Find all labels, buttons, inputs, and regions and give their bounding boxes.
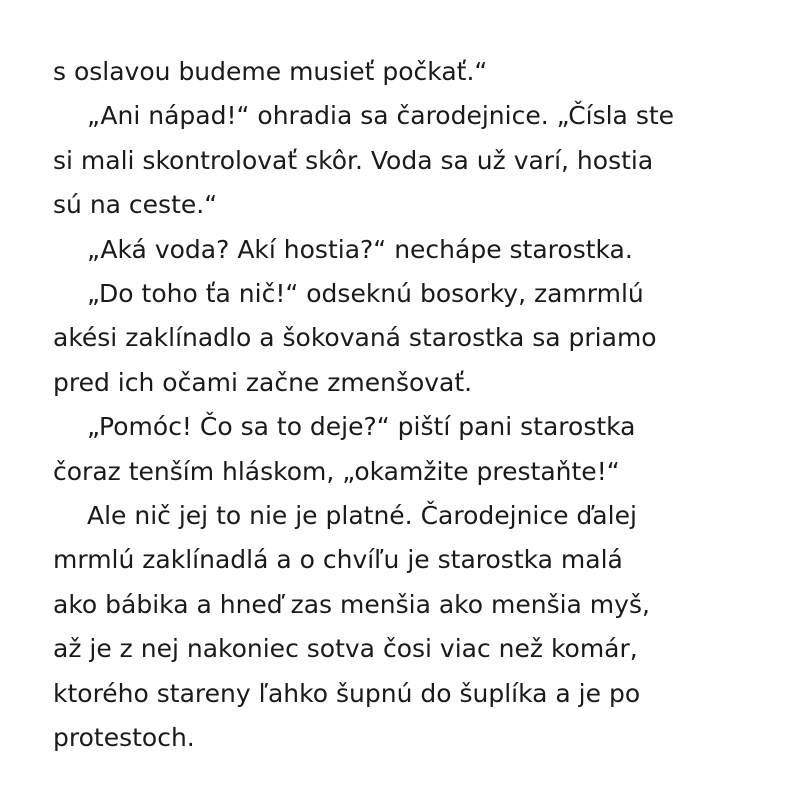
text-line: Ale nič jej to nie je platné. Čarodejnice ďalej xyxy=(87,501,637,531)
text-line: „Pomóc! Čo sa to deje?“ piští pani starostka xyxy=(87,412,636,442)
text-line: až je z nej nakoniec sotva čosi viac než komár, xyxy=(53,634,638,664)
text-line: s oslavou budeme musieť počkať.“ xyxy=(53,57,488,86)
text-line: ako bábika a hneď zas menšia ako menšia myš, xyxy=(53,589,650,619)
text-line: „Do toho ťa nič!“ odseknú bosorky, zamrmlú xyxy=(87,279,644,309)
text-line: čoraz tenším hláskom, „okamžite prestaňte!“ xyxy=(53,456,620,486)
text-line: mrmlú zaklínadlá a o chvíľu je starostka malá xyxy=(53,545,623,575)
text-line: „Ani nápad!“ ohradia sa čarodejnice. „Čísla ste xyxy=(87,101,675,131)
text-line: akési zaklínadlo a šokovaná starostka sa priamo xyxy=(53,323,657,353)
text-line: „Aká voda? Akí hostia?“ nechápe starostka. xyxy=(87,234,633,264)
text-line: protestoch. xyxy=(53,723,195,753)
text-line: ktorého stareny ľahko šupnú do šuplíka a je po xyxy=(53,678,641,708)
text-line: sú na ceste.“ xyxy=(53,190,218,220)
text-line: si mali skontrolovať skôr. Voda sa už varí, hostia xyxy=(53,145,654,175)
text-line: pred ich očami začne zmenšovať. xyxy=(53,367,473,397)
book-page xyxy=(53,50,773,761)
